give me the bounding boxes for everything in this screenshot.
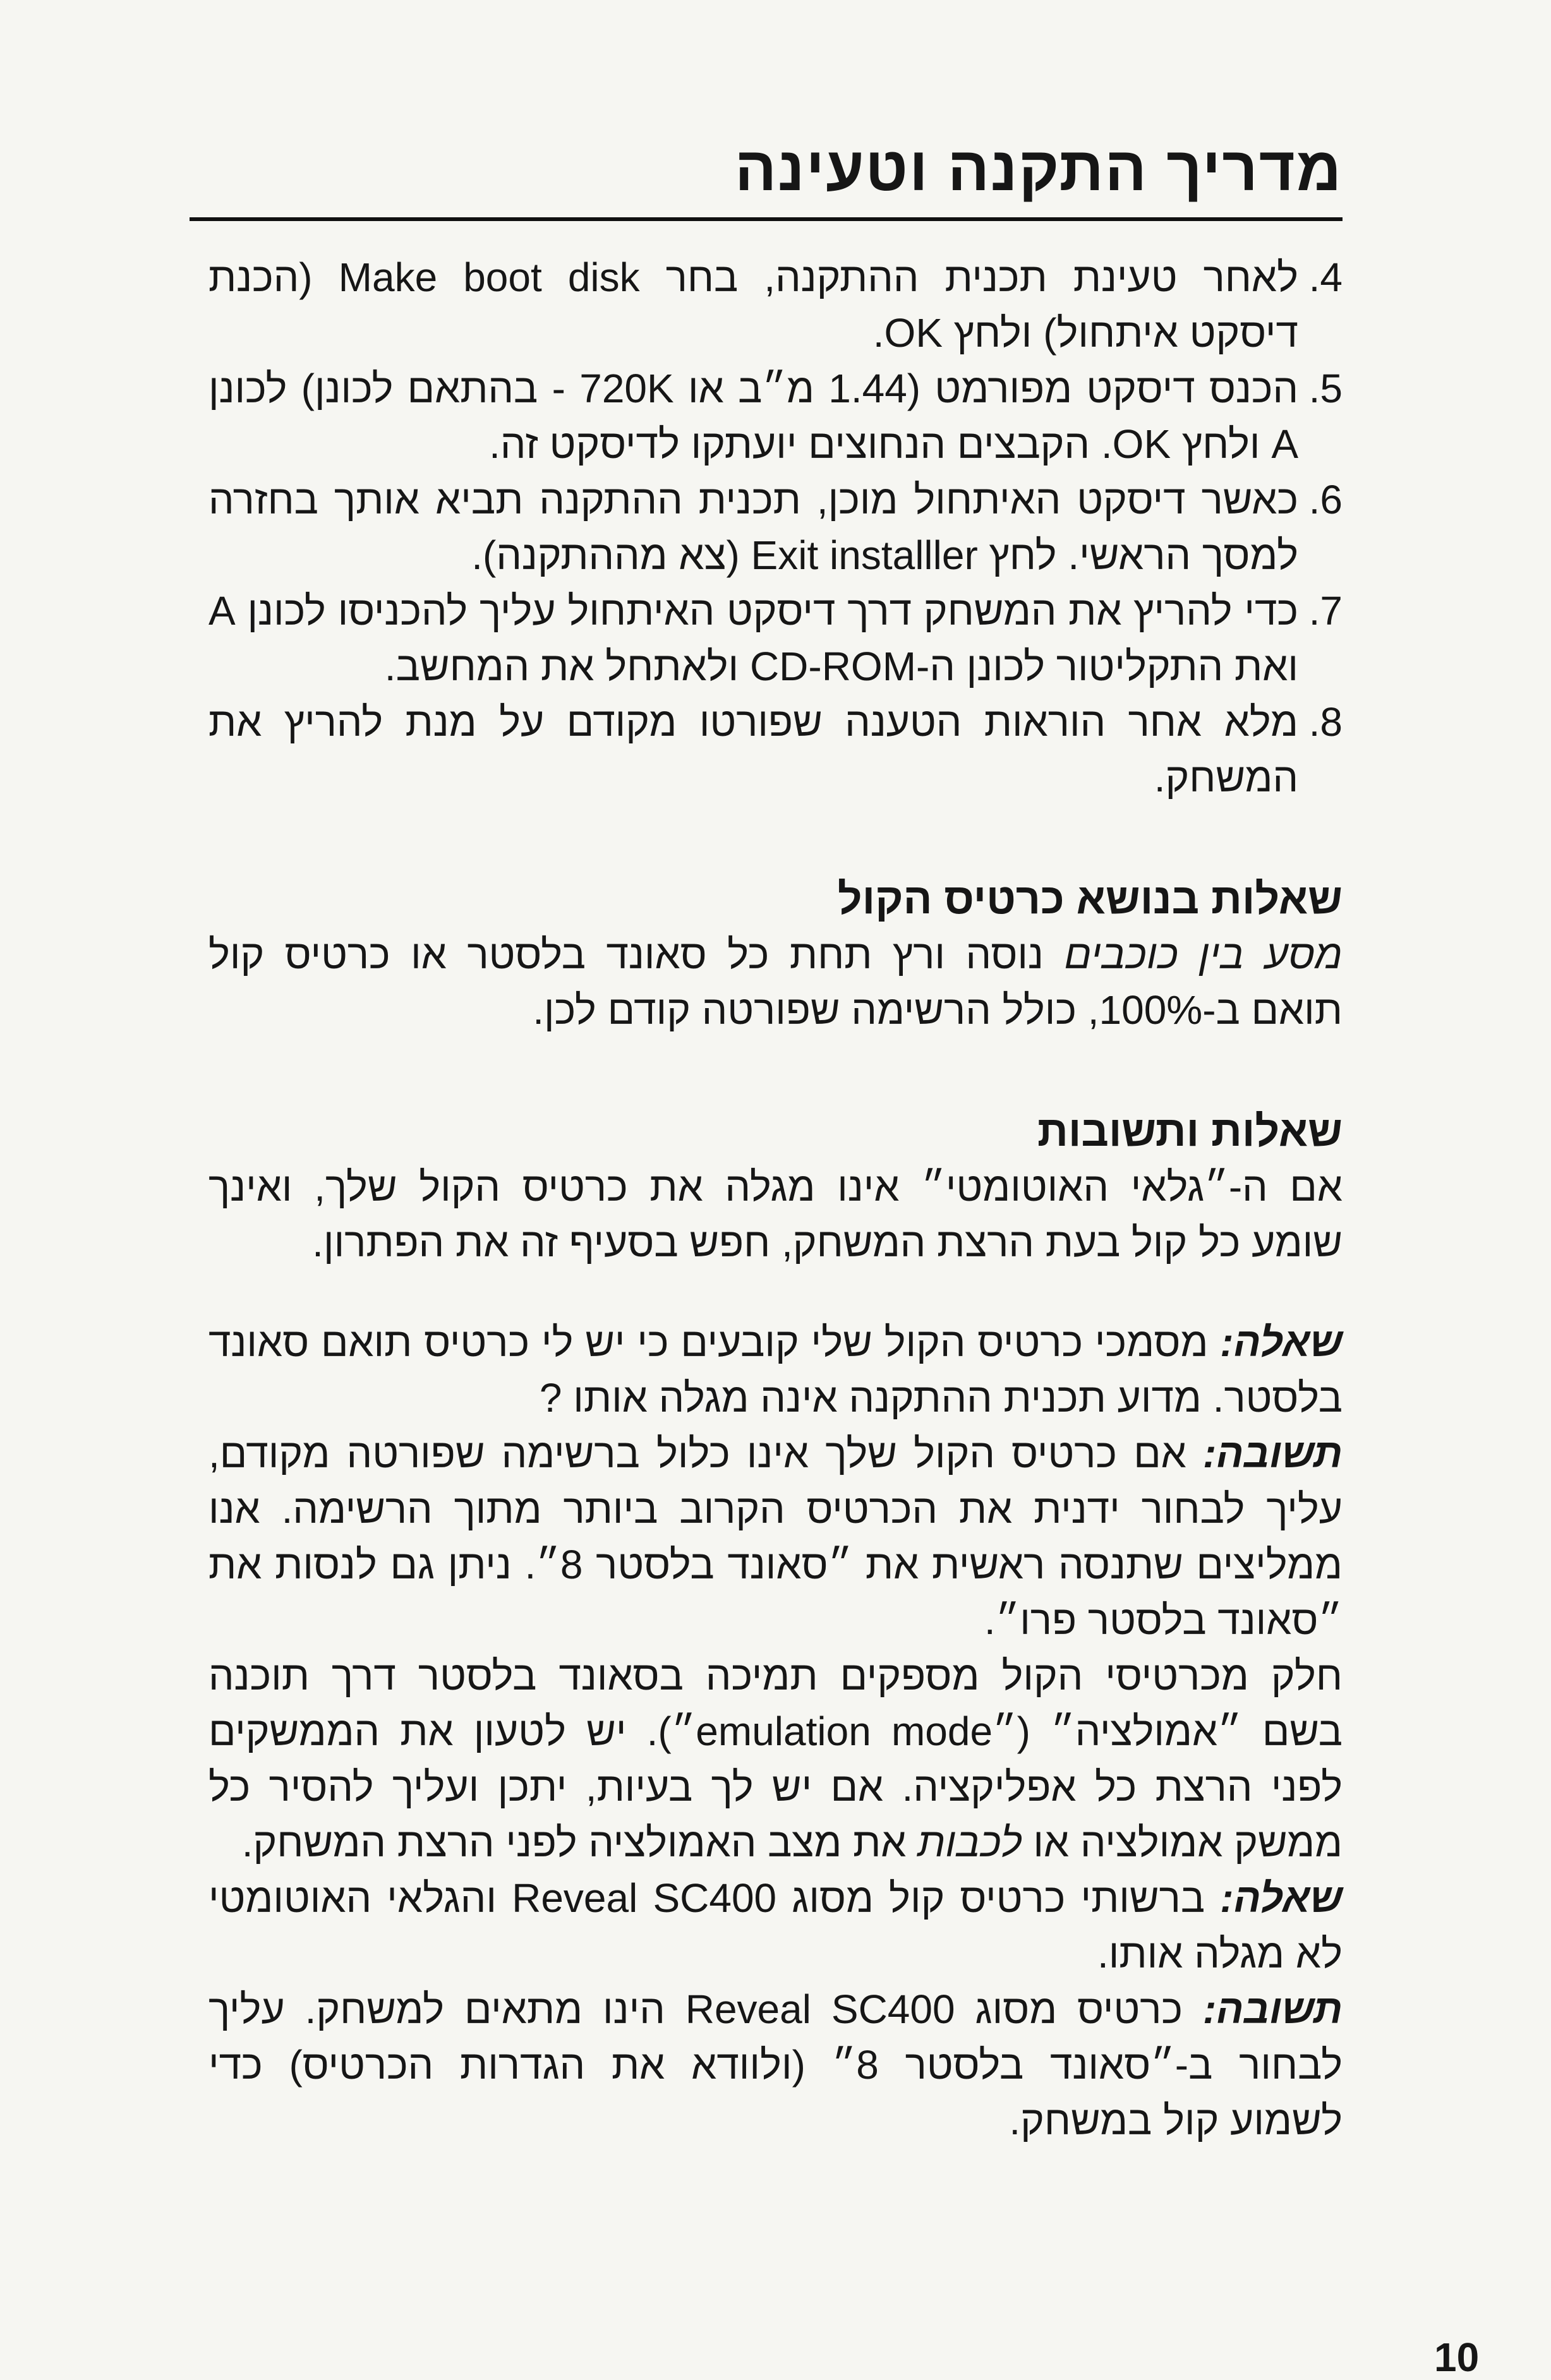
emulation-text: חלק מכרטיסי הקול מספקים תמיכה בסאונד בלסטר דרך תוכנה בשם ״אמולציה״ (״emulation mode״). יש לטעון את הממשקים לפני הרצת כל אפליקציה. אם יש לך בעיות, יתכן ועליך להסיר כל ממשק אמולציה או <box>208 1653 1343 1865</box>
emulation-text-end: את מצב האמולציה לפני הרצת המשחק. <box>241 1820 918 1865</box>
installation-steps <box>208 249 1343 805</box>
step-item <box>208 583 1343 694</box>
step-item <box>208 694 1343 805</box>
question-text: ברשותי כרטיס קול מסוג Reveal SC400 והגלאי האוטומטי לא מגלה אותו. <box>208 1875 1343 1976</box>
header-rule <box>190 217 1343 221</box>
answer-text: כרטיס מסוג Reveal SC400 הינו מתאים למשחק. עליך לבחור ב-״סאונד בלסטר 8״ (ולוודא את הגדרות הכרטיס) כדי לשמוע קול במשחק. <box>208 1986 1343 2143</box>
step-text: מלא אחר הוראות הטענה שפורטו מקודם על מנת להריץ את המשחק. <box>208 699 1298 800</box>
sound-card-paragraph <box>208 927 1343 1038</box>
page-header <box>190 133 1343 221</box>
step-number: 5. <box>1308 366 1343 411</box>
answer-label: תשובה: <box>1202 1986 1343 2032</box>
answer-text: אם כרטיס הקול שלך אינו כלול ברשימה שפורטה מקודם, עליך לבחור ידנית את הכרטיס הקרוב ביותר מתוך הרשימה. אנו ממליצים שתנסה ראשית את ״סאונד בלסטר 8״. ניתן גם לנסות את ״סאונד בלסטר פרו״. <box>208 1431 1343 1643</box>
game-name: מסע בין כוכבים <box>1064 932 1343 977</box>
qa-intro: אם ה-״גלאי האוטומטי״ אינו מגלה את כרטיס הקול שלך, ואינך שומע כל קול בעת הרצת המשחק, חפש בסעיף זה את הפתרון. <box>208 1164 1343 1265</box>
step-item <box>208 472 1343 583</box>
question-text: מסמכי כרטיס הקול שלי קובעים כי יש לי כרטיס תואם סאונד בלסטר. מדוע תכנית ההתקנה אינה מגלה אותו ? <box>208 1319 1343 1421</box>
answer-1 <box>208 1426 1343 1648</box>
question-label: שאלה: <box>1220 1319 1343 1365</box>
step-text: כדי להריץ את המשחק דרך דיסקט האיתחול עליך להכניסו לכונן A ואת התקליטור לכונן ה-CD-ROM ולאתחל את המחשב. <box>208 588 1298 689</box>
sound-card-section-title: שאלות בנושא כרטיס הקול <box>837 875 1343 923</box>
answer-2 <box>208 1981 1343 2148</box>
step-item <box>208 361 1343 472</box>
step-text: הכנס דיסקט מפורמט (1.44 מ״ב או 720K - בהתאם לכונן) לכונן A ולחץ OK. הקבצים הנחוצים יועתקו לדיסקט זה. <box>208 366 1298 467</box>
step-number: 4. <box>1308 255 1343 300</box>
step-item <box>208 249 1343 361</box>
answer-label: תשובה: <box>1202 1431 1343 1476</box>
question-2 <box>208 1870 1343 1981</box>
page-title: מדריך התקנה וטעינה <box>735 134 1343 203</box>
page-number: 10 <box>1434 2335 1480 2380</box>
sound-card-text: נוסה ורץ תחת כל סאונד בלסטר או כרטיס קול תואם ב-100%, כולל הרשימה שפורטה קודם לכן. <box>208 932 1343 1033</box>
step-number: 8. <box>1308 699 1343 745</box>
question-1 <box>208 1314 1343 1426</box>
step-text: כאשר דיסקט האיתחול מוכן, תכנית ההתקנה תביא אותך בחזרה למסך הראשי. לחץ Exit installler (צא מההתקנה). <box>208 477 1298 578</box>
emulation-paragraph <box>208 1648 1343 1870</box>
step-number: 7. <box>1308 588 1343 634</box>
page-content <box>208 249 1343 2148</box>
step-text: לאחר טעינת תכנית ההתקנה, בחר Make boot disk (הכנת דיסקט איתחול) ולחץ OK. <box>208 255 1299 356</box>
step-number: 6. <box>1308 477 1343 522</box>
qa-section-title: שאלות ותשובות <box>1037 1107 1343 1155</box>
emulation-emphasis: לכבות <box>917 1820 1022 1865</box>
question-label: שאלה: <box>1220 1875 1343 1921</box>
